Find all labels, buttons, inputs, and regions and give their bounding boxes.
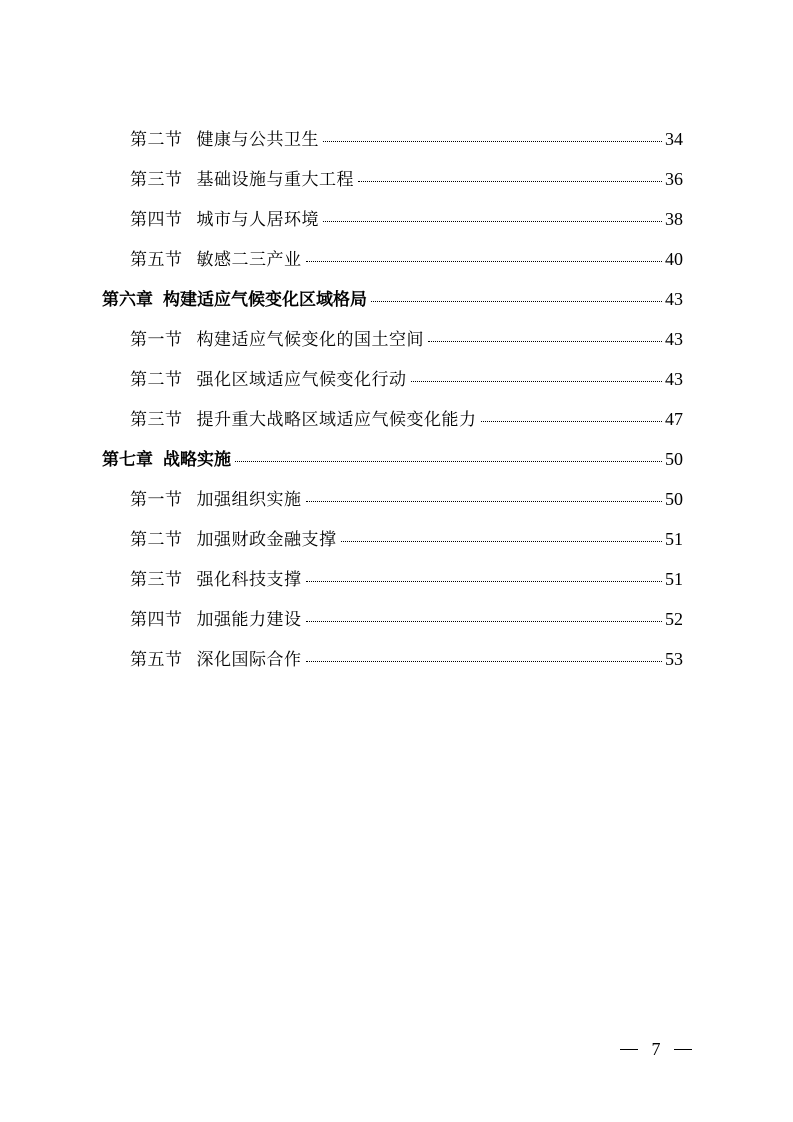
toc-page-number: 52 (665, 609, 683, 629)
toc-dot-leader (341, 541, 663, 542)
toc-dot-leader (306, 261, 663, 262)
toc-page-number: 51 (665, 529, 683, 549)
toc-dot-leader (481, 421, 663, 422)
toc-section-title: 健康与公共卫生 (196, 130, 319, 150)
toc-chapter-title: 构建适应气候变化区域格局 (163, 290, 367, 310)
toc-section-number: 第二节 (130, 530, 183, 550)
footer-dash-right (674, 1049, 692, 1050)
toc-dot-leader (306, 621, 663, 622)
toc-page-number: 50 (665, 489, 683, 509)
toc-dot-leader (371, 301, 662, 302)
toc-section-number: 第四节 (130, 610, 183, 630)
toc-page-number: 43 (665, 369, 683, 389)
toc-entry-section[interactable] (130, 325, 683, 349)
toc-dot-leader (428, 341, 662, 342)
toc-page-number: 38 (665, 209, 683, 229)
toc-page-number: 34 (665, 129, 683, 149)
toc-section-title: 提升重大战略区域适应气候变化能力 (196, 410, 477, 430)
toc-entry-section[interactable] (130, 125, 683, 149)
toc-entry-section[interactable] (130, 645, 683, 669)
toc-dot-leader (323, 141, 662, 142)
toc-section-title: 敏感二三产业 (196, 250, 302, 270)
toc-dot-leader (306, 661, 663, 662)
toc-page-number: 51 (665, 569, 683, 589)
toc-entry-section[interactable] (130, 605, 683, 629)
toc-page-number: 40 (665, 249, 683, 269)
toc-entry-section[interactable] (130, 365, 683, 389)
toc-section-title: 基础设施与重大工程 (196, 170, 354, 190)
toc-section-number: 第三节 (130, 570, 183, 590)
toc-section-title: 深化国际合作 (196, 650, 302, 670)
toc-section-number: 第一节 (130, 330, 183, 350)
toc-dot-leader (323, 221, 662, 222)
toc-dot-leader (306, 581, 663, 582)
footer-dash-left (620, 1049, 638, 1050)
toc-page-number: 43 (665, 289, 683, 309)
toc-chapter-title: 战略实施 (163, 450, 231, 470)
toc-page-number: 43 (665, 329, 683, 349)
toc-entry-section[interactable] (130, 245, 683, 269)
toc-chapter-number: 第六章 (102, 290, 153, 310)
toc-dot-leader (306, 501, 663, 502)
toc-entry-section[interactable] (130, 405, 683, 429)
toc-dot-leader (411, 381, 663, 382)
toc-entry-section[interactable] (130, 525, 683, 549)
toc-section-title: 加强财政金融支撑 (196, 530, 337, 550)
toc-entry-chapter[interactable] (102, 445, 683, 469)
toc-section-title: 城市与人居环境 (196, 210, 319, 230)
toc-page-number: 50 (665, 449, 683, 469)
page-footer (620, 1036, 692, 1062)
toc-section-number: 第三节 (130, 410, 183, 430)
toc-page-number: 36 (665, 169, 683, 189)
toc-section-number: 第三节 (130, 170, 183, 190)
toc-section-number: 第四节 (130, 210, 183, 230)
toc-section-title: 构建适应气候变化的国土空间 (196, 330, 424, 350)
toc-page-number: 53 (665, 649, 683, 669)
toc-section-number: 第一节 (130, 490, 183, 510)
toc-entry-section[interactable] (130, 165, 683, 189)
toc-entry-chapter[interactable] (102, 285, 683, 309)
toc-section-title: 强化科技支撑 (196, 570, 302, 590)
toc-section-number: 第五节 (130, 250, 183, 270)
toc-dot-leader (358, 181, 662, 182)
toc-section-title: 加强组织实施 (196, 490, 302, 510)
footer-page-number: 7 (651, 1038, 661, 1059)
toc-chapter-number: 第七章 (102, 450, 153, 470)
toc-entry-section[interactable] (130, 205, 683, 229)
toc-dot-leader (235, 461, 662, 462)
toc-section-title: 加强能力建设 (196, 610, 302, 630)
toc-section-number: 第二节 (130, 370, 183, 390)
toc-section-number: 第二节 (130, 130, 183, 150)
toc-entry-section[interactable] (130, 485, 683, 509)
toc-page-number: 47 (665, 409, 683, 429)
toc-entry-section[interactable] (130, 565, 683, 589)
toc-section-title: 强化区域适应气候变化行动 (196, 370, 407, 390)
toc-section-number: 第五节 (130, 650, 183, 670)
